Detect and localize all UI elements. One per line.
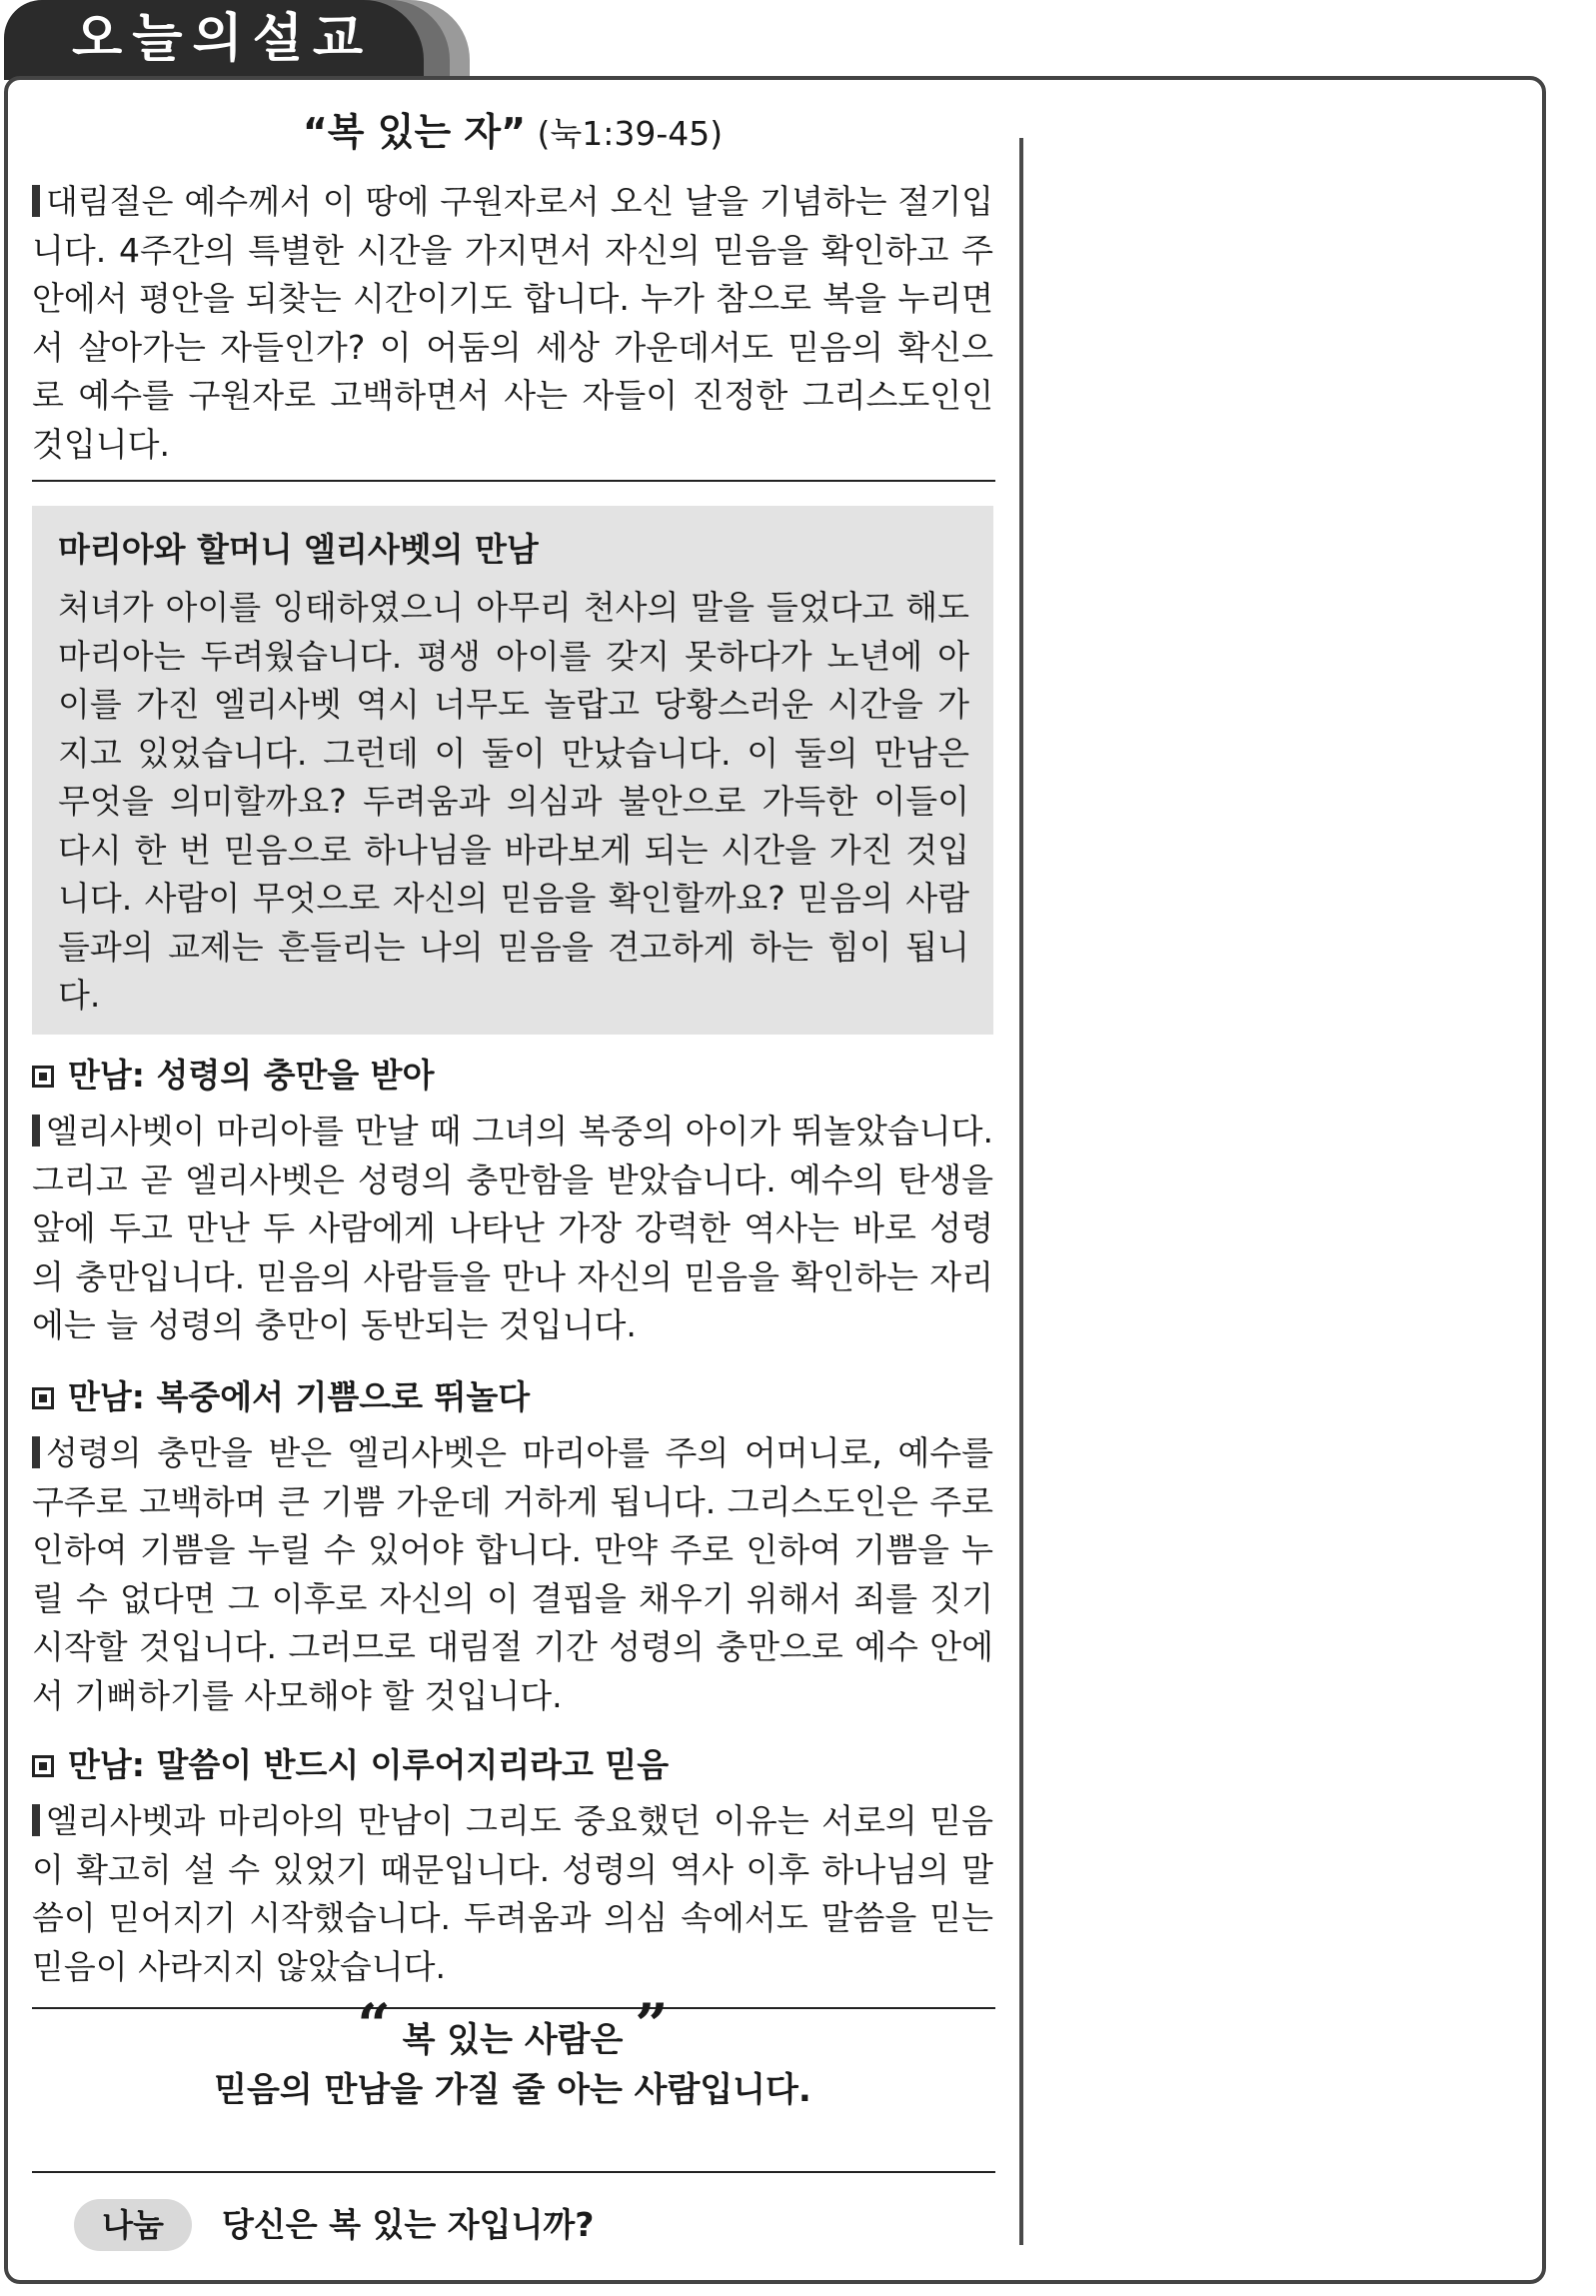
- share-question: 당신은 복 있는 자입니까?: [222, 2205, 595, 2244]
- share-badge: 나눔: [74, 2199, 192, 2251]
- highlight-box: [32, 506, 993, 1035]
- paragraph-marker-icon: [32, 185, 40, 217]
- paragraph-marker-icon: [32, 1115, 40, 1147]
- quote-line-1-text: 복 있는 사람은: [402, 2020, 624, 2060]
- section-heading-3: [32, 1743, 669, 1787]
- quote-line-2: 믿음의 만남을 가질 줄 아는 사람입니다.: [214, 2070, 811, 2110]
- square-bullet-icon: [32, 1387, 54, 1409]
- divider: [32, 2007, 995, 2009]
- section-paragraph-3: [32, 1797, 993, 1991]
- divider: [32, 480, 995, 482]
- section-heading-3-text: 만남: 말씀이 반드시 이루어지리라고 믿음: [68, 1745, 670, 1784]
- section-3-text: 엘리사벳과 마리아의 만남이 그리도 중요했던 이유는 서로의 믿음이 확고히 설 수 있었기 때문입니다. 성령의 역사 이후 하나님의 말씀이 믿어지기 시작했습니다. 두려움과 의심 속에서도 말씀을 믿는 믿음이 사라지지 않았습니다.: [32, 1801, 993, 1986]
- box-text: 처녀가 아이를 잉태하였으니 아무리 천사의 말을 들었다고 해도 마리아는 두려웠습니다. 평생 아이를 갖지 못하다가 노년에 아이를 가진 엘리사벳 역시 너무도 놀랍고 당황스러운 시간을 가지고 있었습니다. 그런데 이 둘이 만났습니다. 이 둘의 만남은 무엇을 의미할까요? 두려움과 의심과 불안으로 가득한 이들이 다시 한 번 믿음으로 하나님을 바라보게 되는 시간을 가진 것입니다. 사람이 무엇으로 자신의 믿음을 확인할까요? 믿음의 사람들과의 교제는 흔들리는 나의 믿음을 견고하게 하는 힘이 됩니다.: [58, 588, 969, 1015]
- intro-text: 대림절은 예수께서 이 땅에 구원자로서 오신 날을 기념하는 절기입니다. 4주간의 특별한 시간을 가지면서 자신의 믿음을 확인하고 주 안에서 평안을 되찾는 시간이기도 합니다. 누가 참으로 복을 누리면서 살아가는 자들인가? 이 어둠의 세상 가운데서도 믿음의 확신으로 예수를 구원자로 고백하면서 사는 자들이 진정한 그리스도인인 것입니다.: [32, 182, 993, 464]
- quote-line-1: [32, 1991, 993, 2065]
- paragraph-marker-icon: [32, 1436, 40, 1468]
- section-paragraph-2: [32, 1429, 993, 1720]
- close-quote-icon: ”: [635, 1991, 669, 2059]
- square-bullet-icon: [32, 1066, 54, 1088]
- header-title: 오늘의설교: [72, 9, 374, 69]
- box-heading: 마리아와 할머니 엘리사벳의 만남: [58, 530, 539, 569]
- header-tab: [4, 0, 424, 80]
- section-heading-1-text: 만남: 성령의 충만을 받아: [68, 1056, 435, 1095]
- section-heading-2-text: 만남: 복중에서 기쁨으로 뛰놀다: [68, 1377, 531, 1416]
- paragraph-marker-icon: [32, 1804, 40, 1836]
- section-2-text: 성령의 충만을 받은 엘리사벳은 마리아를 주의 어머니로, 예수를 구주로 고백하며 큰 기쁨 가운데 거하게 됩니다. 그리스도인은 주로 인하여 기쁨을 누릴 수 있어야 합니다. 만약 주로 인하여 기쁨을 누릴 수 없다면 그 이후로 자신의 이 결핍을 채우기 위해서 죄를 짓기 시작할 것입니다. 그러므로 대림절 기간 성령의 충만으로 예수 안에서 기뻐하기를 사모해야 할 것입니다.: [32, 1433, 993, 1715]
- section-paragraph-1: [32, 1108, 993, 1350]
- sermon-title: [32, 110, 993, 156]
- section-heading-1: [32, 1054, 434, 1098]
- key-quote: [32, 1991, 993, 2115]
- column-divider: [1019, 138, 1023, 2245]
- sermon-title-text: “복 있는 자”: [302, 110, 527, 154]
- section-heading-2: [32, 1375, 530, 1419]
- divider: [32, 2171, 995, 2173]
- open-quote-icon: “: [357, 1991, 391, 2059]
- square-bullet-icon: [32, 1755, 54, 1777]
- section-1-text: 엘리사벳이 마리아를 만날 때 그녀의 복중의 아이가 뛰놀았습니다. 그리고 곧 엘리사벳은 성령의 충만함을 받았습니다. 예수의 탄생을 앞에 두고 만난 두 사람에게 나타난 가장 강력한 역사는 바로 성령의 충만입니다. 믿음의 사람들을 만나 자신의 믿음을 확인하는 자리에는 늘 성령의 충만이 동반되는 것입니다.: [32, 1112, 993, 1344]
- intro-paragraph: [32, 178, 993, 469]
- scripture-reference: (눅1:39-45): [537, 114, 724, 153]
